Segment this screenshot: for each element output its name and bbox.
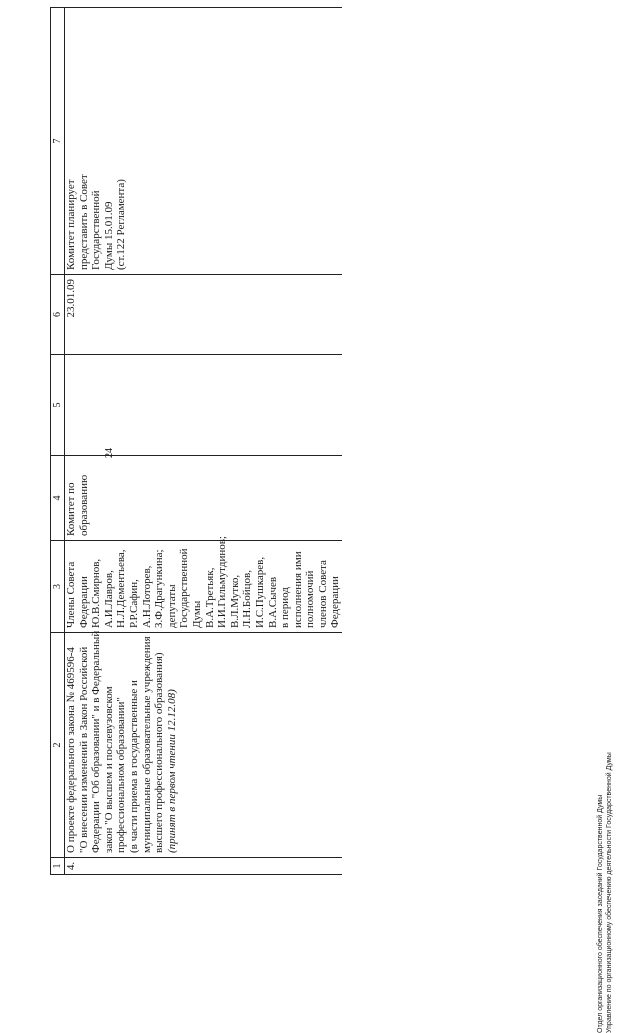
header-col-4: 4: [51, 456, 65, 541]
author-line: В.А.Сычев: [266, 576, 279, 628]
bill-title-line: муниципальные образовательные учреждения: [140, 636, 153, 853]
author-line: И.И.Гильмутдинов;: [216, 536, 229, 628]
header-col-1: 1: [51, 858, 65, 875]
author-line: Думы: [190, 600, 203, 628]
header-row: [51, 8, 65, 875]
author-line: исполнения ими: [291, 551, 304, 628]
header-col-3: 3: [51, 541, 65, 633]
bill-status: (принят в первом чтении 12.12.08): [165, 689, 178, 853]
committee-cell: [65, 456, 343, 541]
agenda-table-wrapper: [50, 15, 340, 875]
note-line: Думы 15.01.09: [102, 201, 115, 270]
note-cell: [65, 8, 343, 275]
authors-cell: [65, 536, 343, 633]
note-line: представить в Совет: [77, 174, 90, 270]
footer-directorate: Управление по организационному обеспечению деятельности Государственной Думы: [606, 752, 613, 1033]
table-row: [65, 8, 343, 875]
bill-title-line: "О внесении изменений в Закон Российской: [77, 646, 90, 853]
author-line: в период: [279, 587, 292, 628]
bill-title-line: (в части приема в государственные и: [127, 680, 140, 853]
author-line: Федерации: [77, 576, 90, 628]
header-col-7: 7: [51, 8, 65, 275]
author-line: А.И.Лавров,: [102, 570, 115, 628]
footer: [596, 433, 614, 1033]
author-line: В.Л.Мутко,: [228, 574, 241, 628]
bill-title-line: Федерации "Об образовании" и в Федеральный: [90, 630, 103, 853]
header-col-5: 5: [51, 355, 65, 456]
author-line: Л.Н.Бойцов,: [241, 570, 254, 628]
note-line: (ст.122 Регламента): [115, 179, 128, 270]
author-line: Р.Р.Сафин,: [127, 579, 140, 628]
author-line: Н.Л.Дементьева,: [115, 549, 128, 628]
agenda-table: [50, 7, 342, 875]
author-line: И.С.Пушкарев,: [253, 556, 266, 628]
page-number: 24: [104, 448, 115, 458]
committee-line: Комитет по: [65, 482, 77, 536]
bill-title-line: высшего профессионального образования): [153, 652, 166, 853]
author-line: Государственной: [178, 548, 191, 628]
author-line: А.Н.Лоторев,: [140, 565, 153, 628]
bill-title-line: закон "О высшем и послевузовском: [102, 686, 115, 853]
author-line: членов Совета: [316, 560, 329, 628]
bill-title-line: О проекте федерального закона № 469596-4: [65, 647, 77, 853]
author-line: Ю.В.Смирнов,: [90, 558, 103, 628]
author-line: З.Ф.Драгункина;: [153, 549, 166, 628]
date-cell: 23.01.09: [65, 275, 343, 355]
author-line: Члены Совета: [65, 561, 77, 628]
bill-title-line: профессиональном образовании": [115, 697, 128, 853]
note-line: Государственной: [90, 190, 103, 270]
author-line: полномочий: [304, 570, 317, 628]
author-line: В.А.Третьяк,: [203, 567, 216, 628]
col5-cell: [65, 355, 343, 456]
bill-title-cell: [65, 630, 343, 858]
author-line: депутаты: [165, 584, 178, 628]
committee-line: образованию: [77, 474, 90, 536]
footer-department: Отдел организационного обеспечения заседаний Государственной Думы: [597, 794, 604, 1033]
header-col-2: 2: [51, 633, 65, 858]
header-col-6: 6: [51, 275, 65, 355]
row-number: 4.: [65, 858, 343, 875]
note-line: Комитет планирует: [65, 179, 77, 270]
author-line: Федерации: [329, 576, 342, 628]
